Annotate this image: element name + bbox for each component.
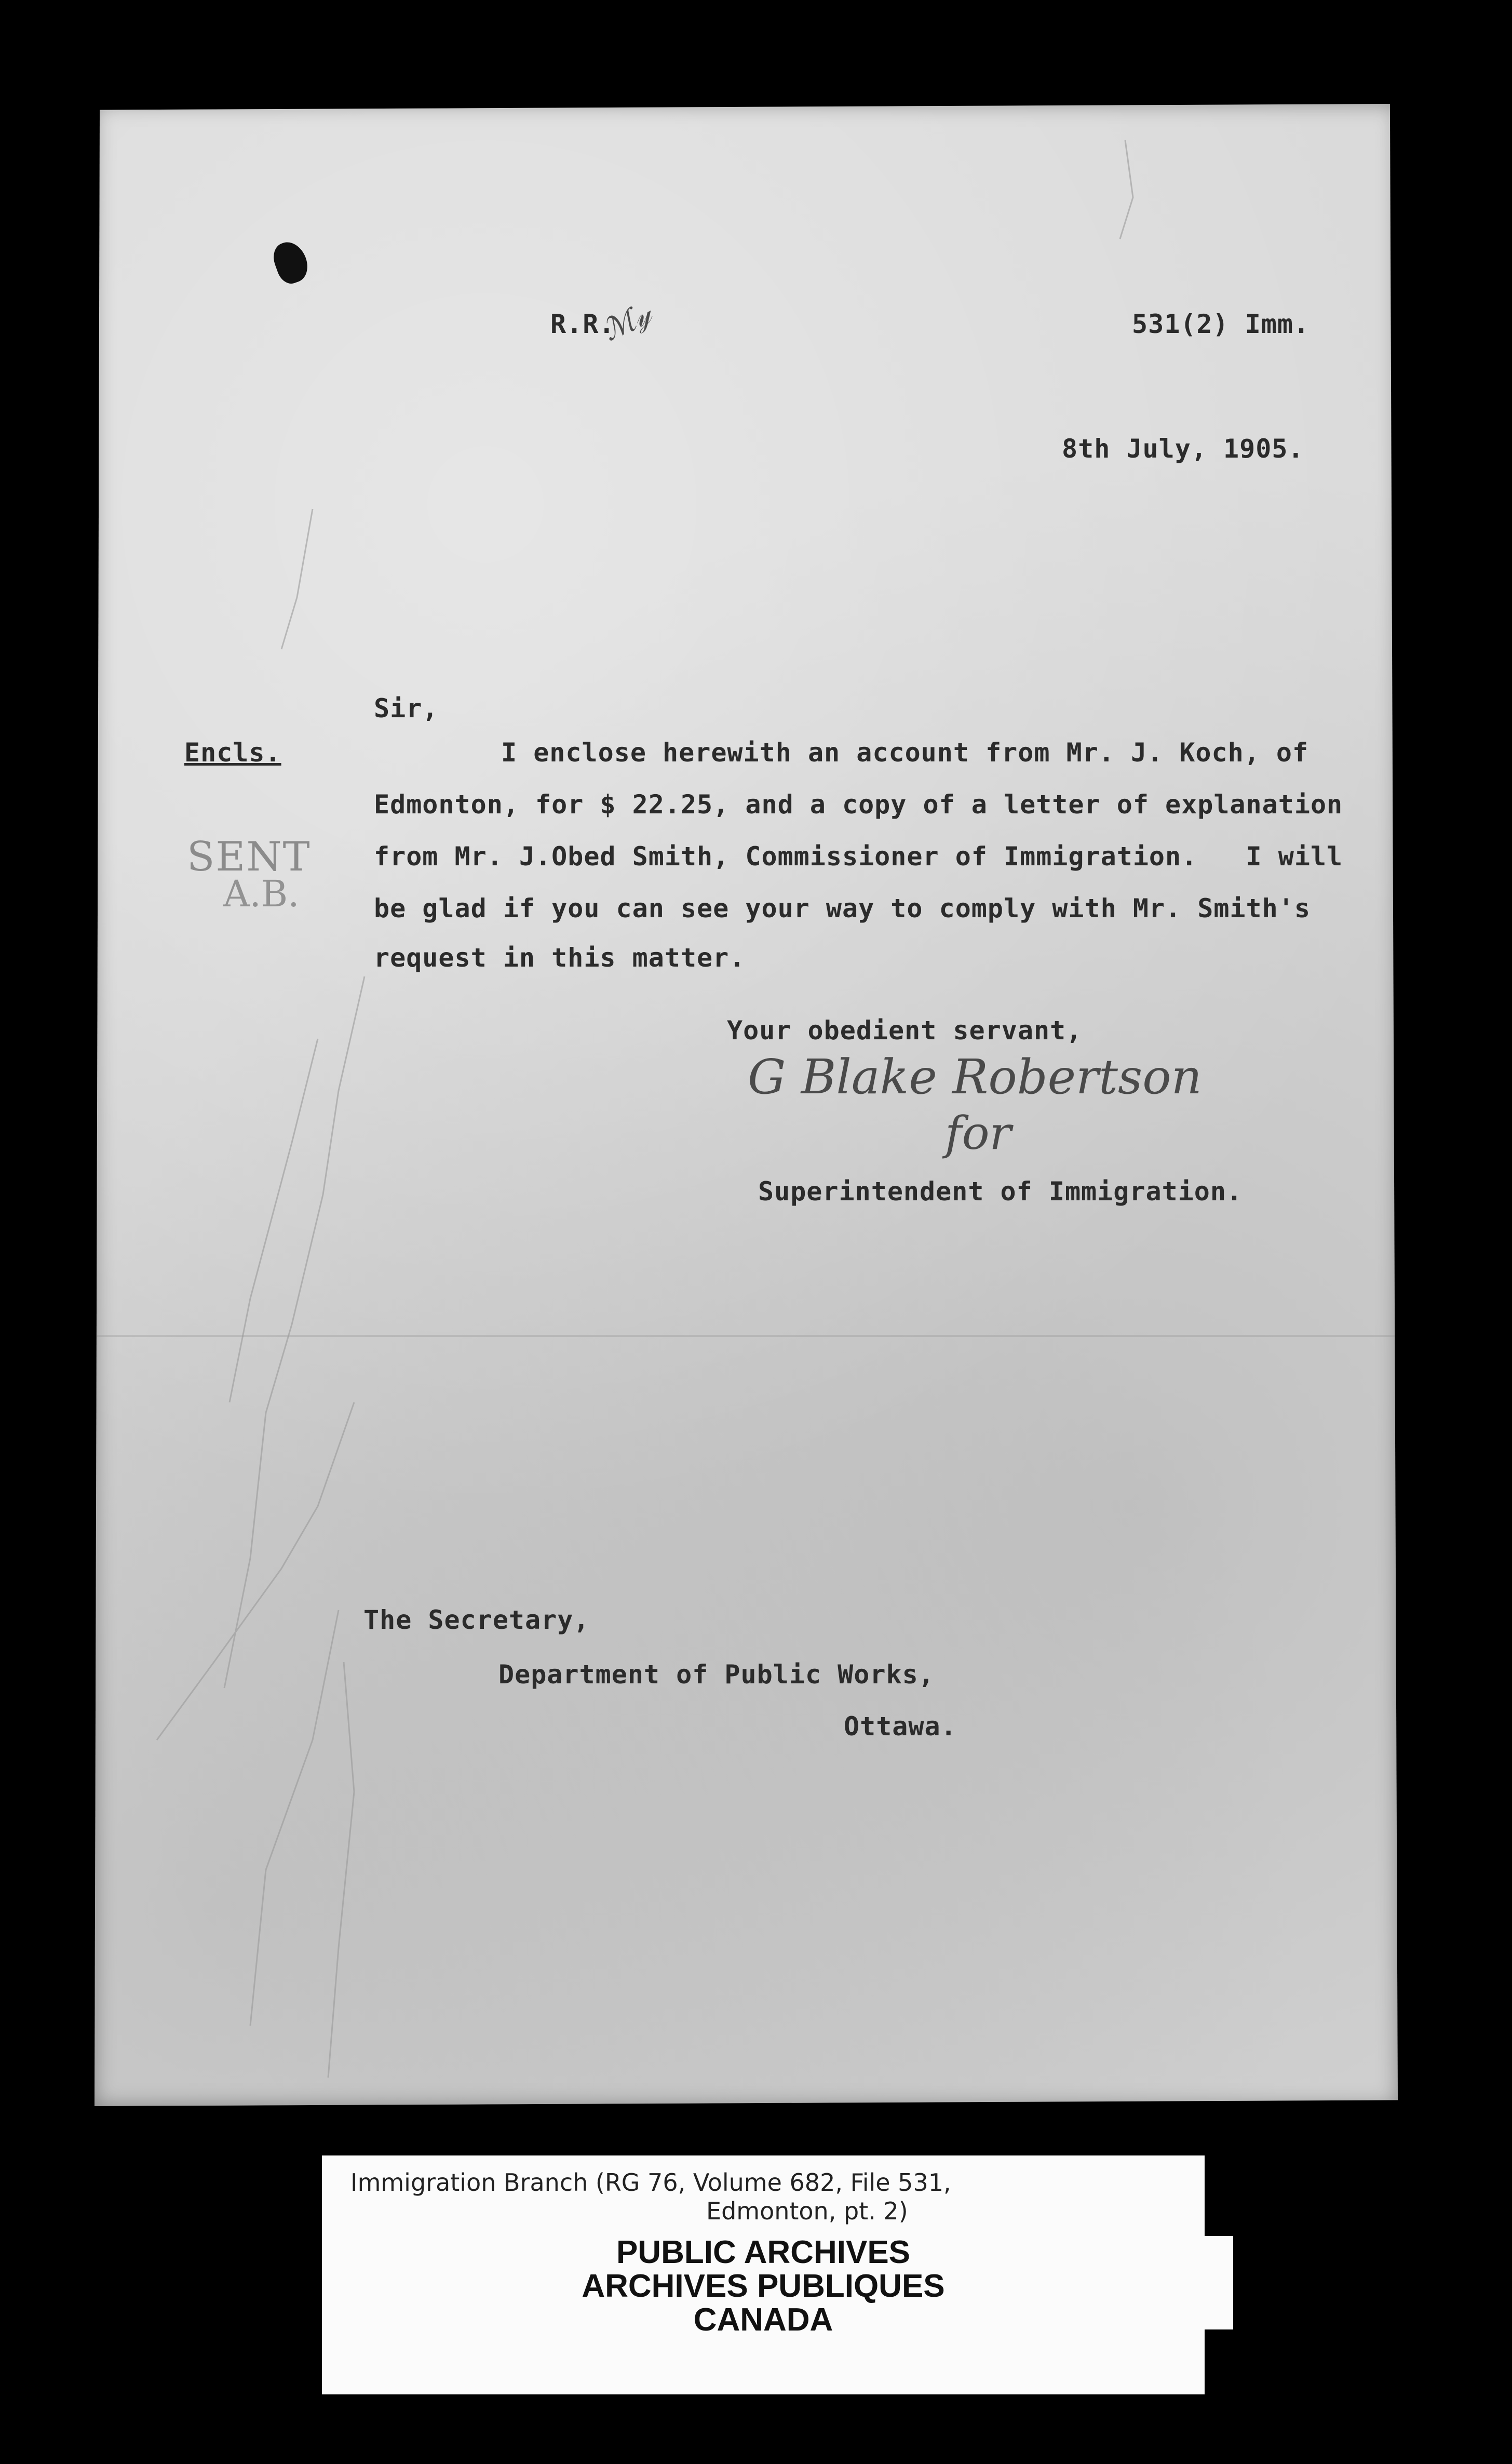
paper-crease-marks [95,104,1398,2106]
sender-initials: R.R. [550,309,615,339]
signature: G Blake Robertson [748,1049,1202,1105]
signatory-title: Superintendent of Immigration. [758,1176,1243,1207]
sent-stamp-initials: A.B. [223,873,300,915]
archive-label-tab [1186,2236,1233,2329]
body-line: Edmonton, for $ 22.25, and a copy of a letter of explanation [374,789,1343,820]
recipient-line: Department of Public Works, [498,1659,935,1690]
body-line: I enclose herewith an account from Mr. J. Koch, of [501,738,1309,768]
archive-reference-line1: Immigration Branch (RG 76, Volume 682, File 531, [350,2168,951,2197]
salutation: Sir, [374,693,439,724]
body-line: be glad if you can see your way to comply with Mr. Smith's [374,893,1311,923]
handwritten-initials: ℳ𝓎 [597,295,657,349]
recipient-line: The Secretary, [363,1605,590,1635]
recipient-line: Ottawa. [844,1711,957,1742]
archive-name-french: ARCHIVES PUBLIQUES [582,2268,945,2304]
sent-stamp: SENT [187,834,311,880]
archive-country: CANADA [693,2302,833,2338]
archive-label [322,2155,1205,2394]
closing: Your obedient servant, [727,1015,1083,1046]
body-line: request in this matter. [374,943,746,973]
body-line: from Mr. J.Obed Smith, Commissioner of Immigration. I will [374,841,1343,872]
archive-name-english: PUBLIC ARCHIVES [616,2234,911,2270]
archive-reference-line2: Edmonton, pt. 2) [706,2197,908,2225]
signature-for: for [945,1106,1011,1160]
file-number: 531(2) Imm. [1132,309,1310,339]
enclosures-note: Encls. [184,738,281,768]
letter-sheet [95,104,1398,2106]
fold-line [95,1335,1398,1337]
letter-date: 8th July, 1905. [1062,434,1304,464]
